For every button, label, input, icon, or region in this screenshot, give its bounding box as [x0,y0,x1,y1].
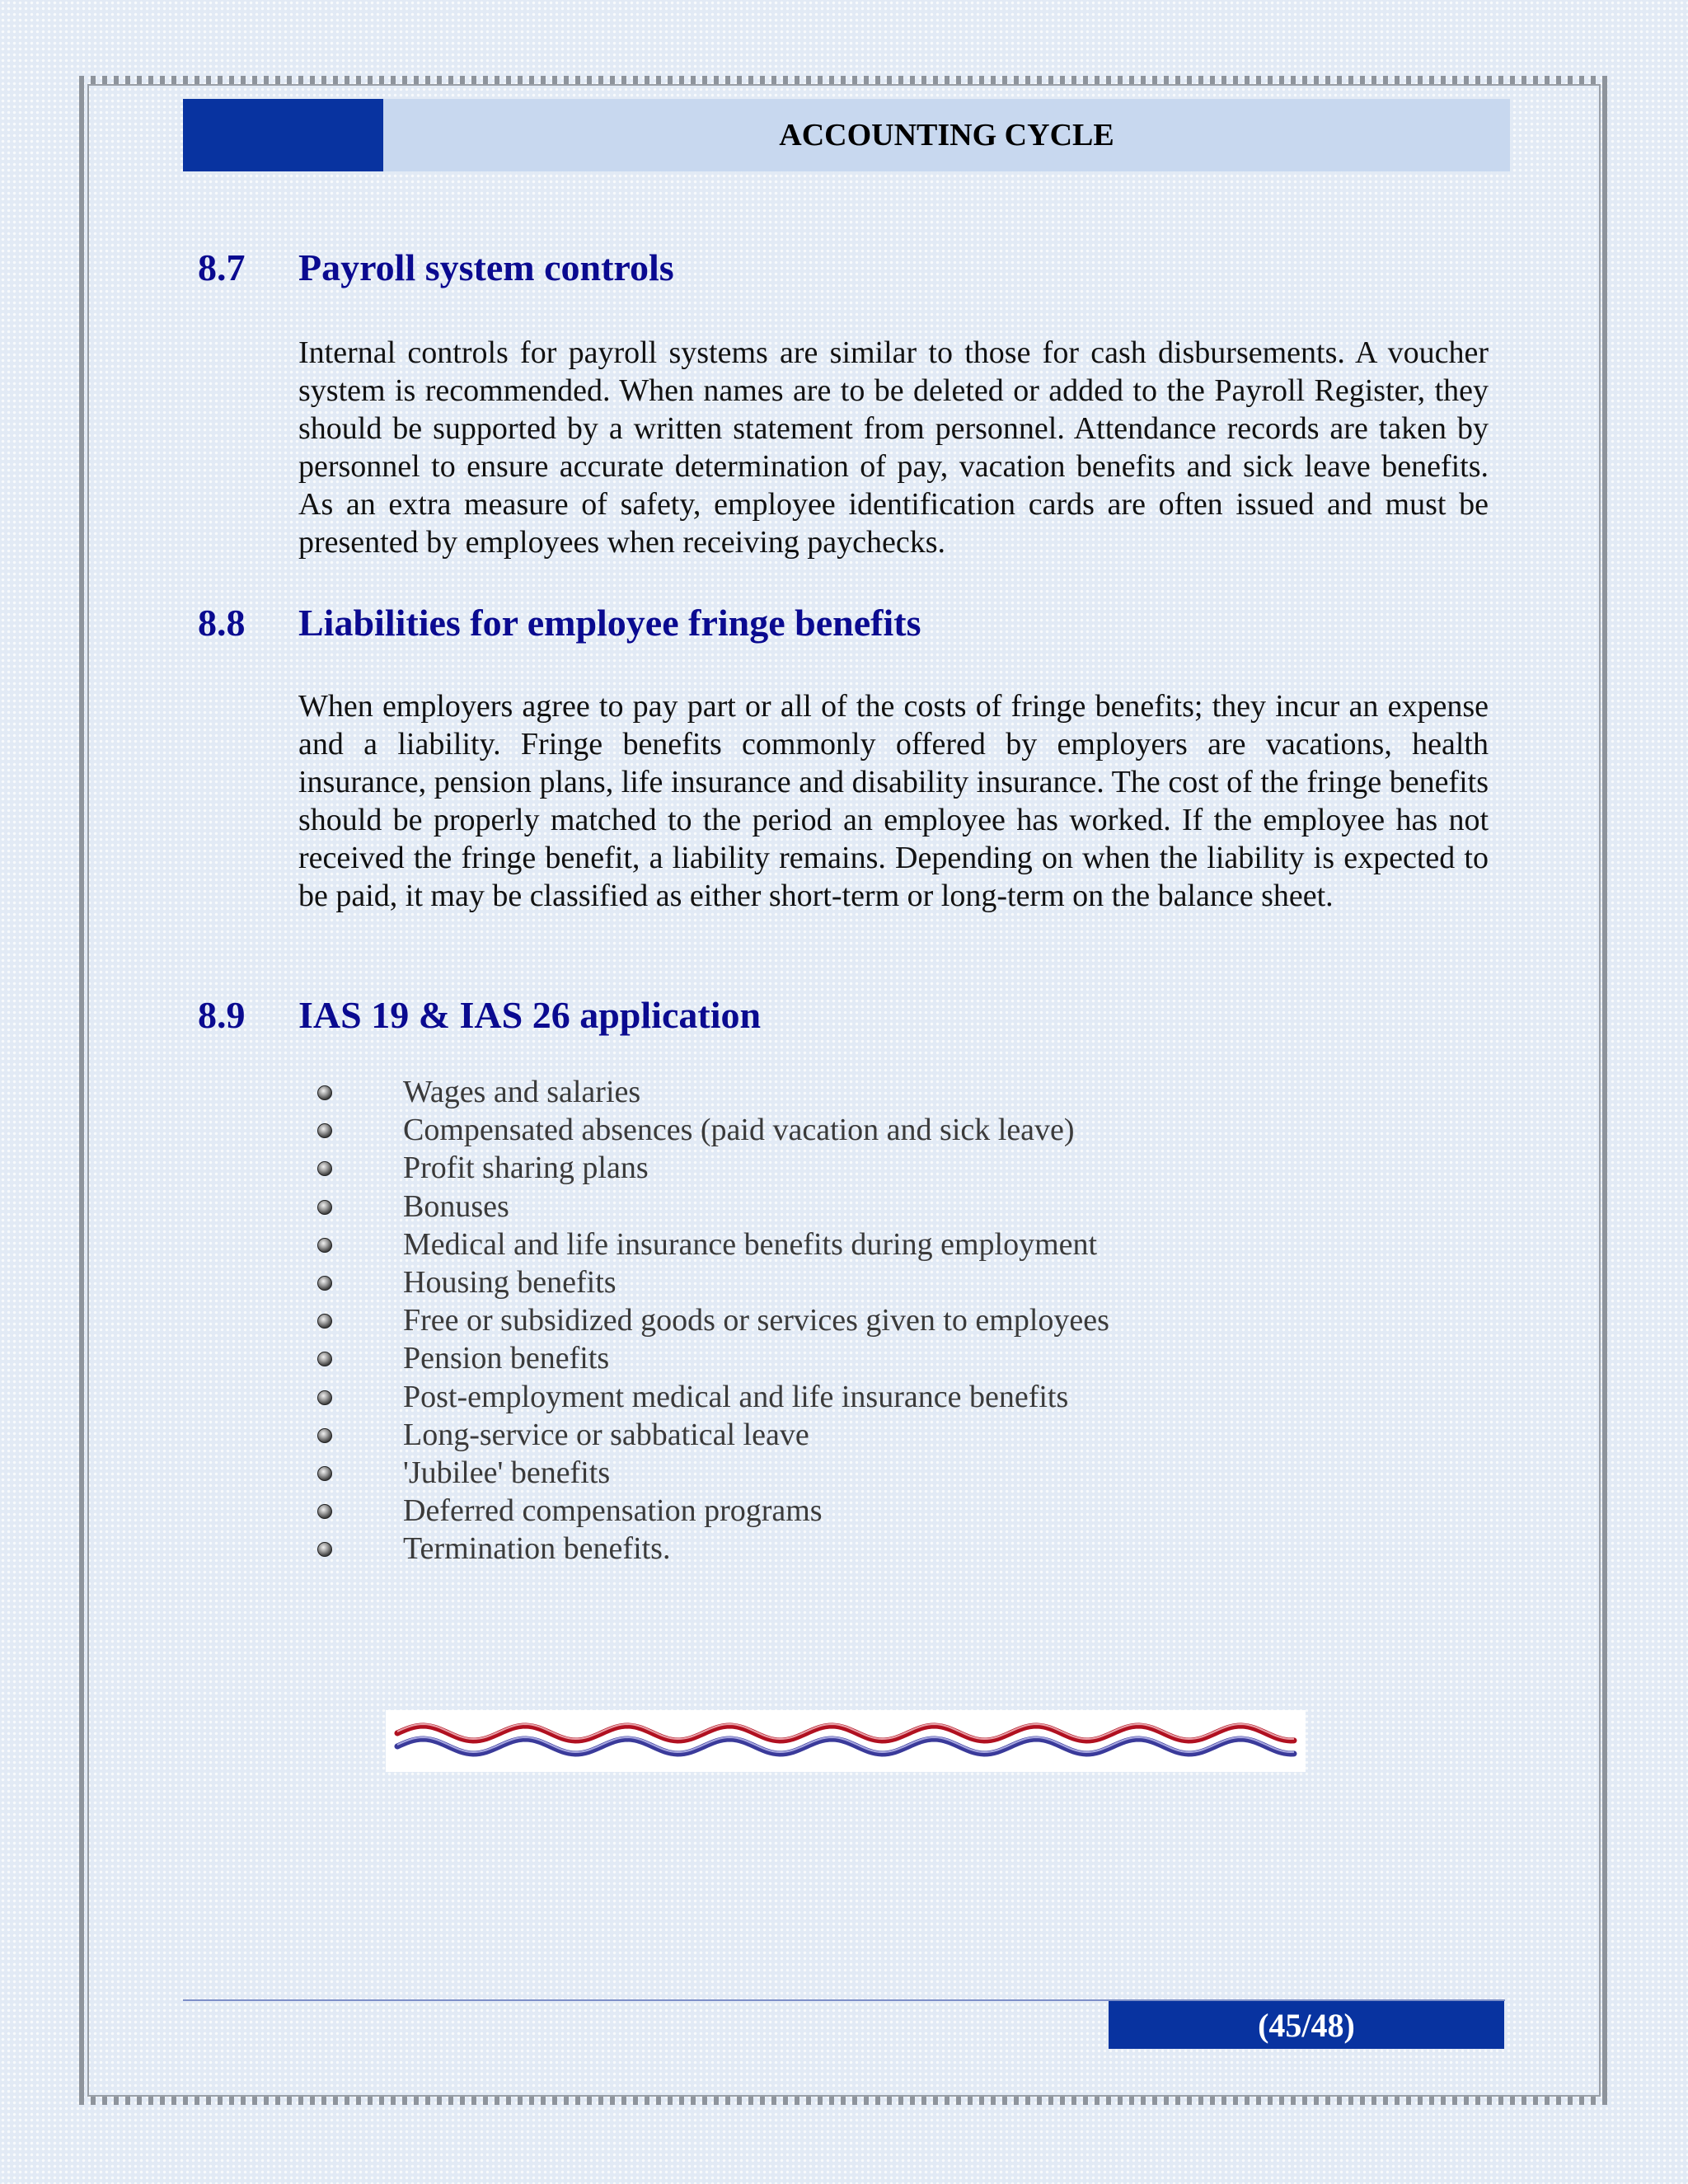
list-item [317,1454,1109,1492]
list-item-label: Medical and life insurance benefits during employment [403,1226,1098,1262]
bullet-icon [317,1276,332,1291]
list-item [317,1226,1109,1263]
list-item-label: Post-employment medical and life insurance benefits [403,1379,1069,1414]
list-item [317,1378,1109,1416]
bullet-icon [317,1123,332,1138]
list-item [317,1149,1109,1187]
bullet-icon [317,1390,332,1405]
bullet-icon [317,1504,332,1519]
section-number: 8.8 [198,602,246,644]
section-title: IAS 19 & IAS 26 application [298,994,762,1036]
bullet-icon [317,1542,332,1557]
header-title: ACCOUNTING CYCLE [779,118,1114,152]
list-item-label: Free or subsidized goods or services given to employees [403,1303,1109,1338]
page-number: (45/48) [1109,2001,1504,2049]
list-item-label: 'Jubilee' benefits [403,1455,611,1490]
list-item [317,1530,1109,1568]
wave-divider [386,1710,1306,1772]
benefits-list [317,1073,1109,1568]
bullet-icon [317,1428,332,1443]
bullet-icon [317,1352,332,1366]
list-item [317,1301,1109,1339]
list-item [317,1416,1109,1454]
bullet-icon [317,1466,332,1481]
list-item-label: Pension benefits [403,1341,610,1376]
list-item-label: Wages and salaries [403,1075,641,1109]
list-item [317,1111,1109,1149]
list-item [317,1339,1109,1377]
list-item-label: Bonuses [403,1188,509,1224]
list-item-label: Long-service or sabbatical leave [403,1417,809,1452]
section-title: Liabilities for employee fringe benefits [298,602,921,644]
section-body-8-8: When employers agree to pay part or all of the costs of fringe benefits; they incur an expense and a liability. Fringe benefits commonly offered by employers are vacations, health insurance, pension plans, life insurance and disability insurance. The cost of the fringe benefits should be properly matched to the period an employee has worked. If the employee has not received the fringe benefit, a liability remains. Depending on when the liability is expected to be paid, it may be classified as either short-term or long-term on the balance sheet. [298,689,1489,913]
list-item [317,1263,1109,1301]
section-body-8-7: Internal controls for payroll systems are similar to those for cash disbursements. A voucher system is recommended. When names are to be deleted or added to the Payroll Register, they should be supported by a written statement from personnel. Attendance records are taken by personnel to ensure accurate determination of pay, vacation benefits and sick leave benefits. As an extra measure of safety, employee identification cards are often issued and must be presented by employees when receiving paychecks. [298,335,1489,560]
section-number: 8.9 [198,994,246,1036]
list-item [317,1188,1109,1226]
list-item-label: Termination benefits. [403,1531,671,1567]
list-item-label: Housing benefits [403,1264,617,1300]
bullet-icon [317,1238,332,1253]
list-item-label: Profit sharing plans [403,1151,649,1186]
wave-blue-line [397,1739,1294,1754]
bullet-icon [317,1085,332,1100]
header-block [183,99,383,171]
list-item [317,1073,1109,1111]
bullet-icon [317,1161,332,1176]
bullet-icon [317,1314,332,1329]
list-item-label: Deferred compensation programs [403,1493,823,1529]
bullet-icon [317,1200,332,1215]
section-number: 8.7 [198,246,246,288]
wave-divider-icon [386,1710,1306,1772]
section-title: Payroll system controls [298,246,674,288]
list-item-label: Compensated absences (paid vacation and sick leave) [403,1113,1075,1148]
list-item [317,1492,1109,1530]
